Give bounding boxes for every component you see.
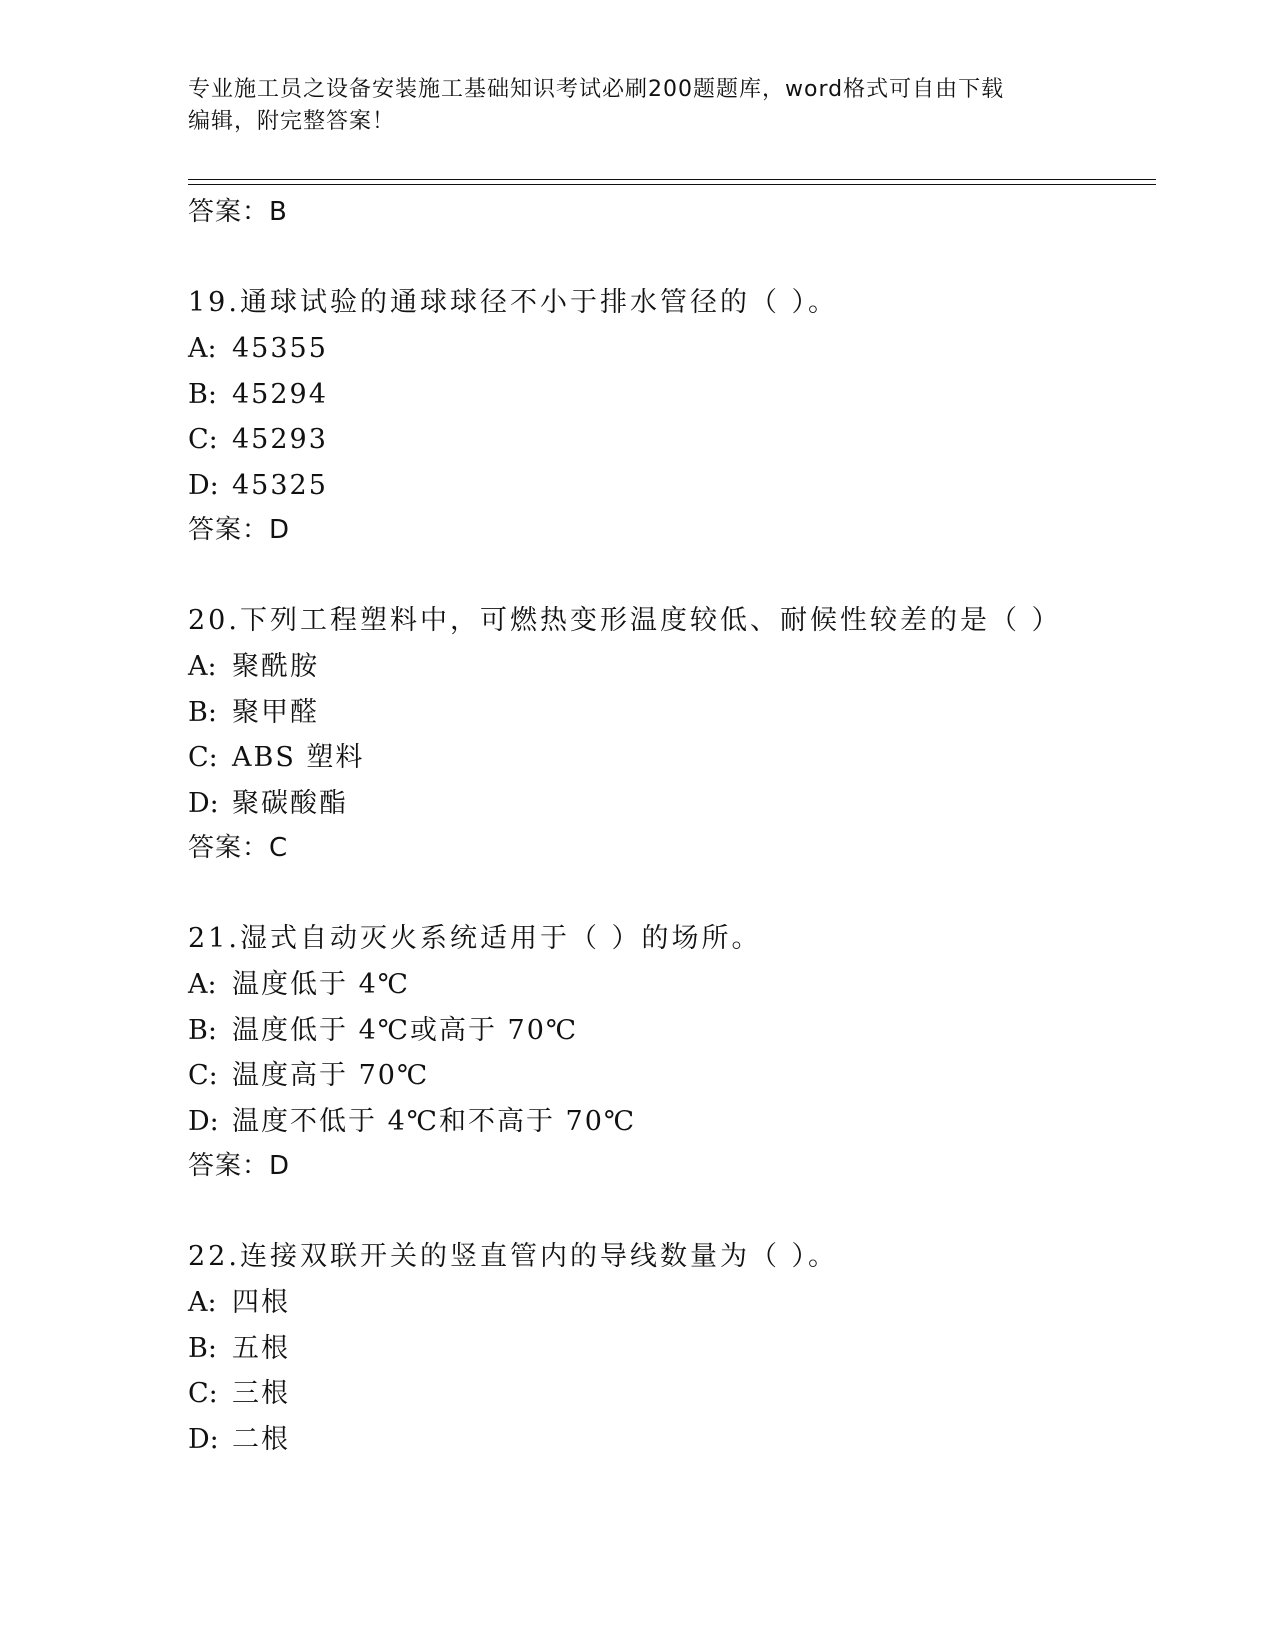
answer-line: 答案：C (188, 833, 289, 863)
header-divider-bottom (188, 184, 1156, 185)
option-letter: A: (188, 969, 217, 1000)
option-c (188, 1053, 1156, 1099)
option-c (188, 735, 1156, 781)
option-text: 45325 (232, 469, 328, 501)
option-text: 温度低于 4℃或高于 70℃ (232, 1014, 579, 1046)
answer-line: 答案：D (188, 1151, 291, 1181)
option-letter: D: (188, 787, 219, 819)
option-text: 45355 (232, 333, 328, 364)
option-d (188, 1417, 1156, 1463)
option-letter: C: (188, 742, 218, 773)
document-header (188, 74, 1088, 138)
option-b (188, 1008, 1156, 1054)
option-a (188, 1280, 1156, 1326)
option-text: 四根 (232, 1287, 290, 1318)
question-stem: 21.湿式自动灭火系统适用于（ ）的场所。 (188, 923, 762, 954)
option-c (188, 417, 1156, 463)
option-text: 五根 (232, 1332, 290, 1364)
option-text: 温度不低于 4℃和不高于 70℃ (232, 1105, 637, 1137)
option-b (188, 1326, 1156, 1372)
question-stem: 22.连接双联开关的竖直管内的导线数量为（ ）。 (188, 1241, 839, 1272)
option-letter: C: (188, 424, 218, 455)
option-letter: B: (188, 378, 217, 410)
option-letter: C: (188, 1060, 218, 1091)
option-a (188, 962, 1156, 1008)
option-text: 45294 (232, 378, 328, 410)
option-text: 温度低于 4℃ (232, 969, 410, 1000)
option-letter: A: (188, 651, 217, 682)
option-letter: D: (188, 469, 219, 501)
header-divider-top (188, 179, 1156, 180)
option-text: 二根 (232, 1423, 290, 1455)
option-text: 聚酰胺 (232, 651, 319, 682)
option-letter: D: (188, 1105, 219, 1137)
question-stem: 20.下列工程塑料中，可燃热变形温度较低、耐候性较差的是（ ） (188, 605, 1062, 636)
option-c (188, 1371, 1156, 1417)
option-b (188, 690, 1156, 736)
option-d (188, 781, 1156, 827)
answer-line: 答案：B (188, 197, 288, 227)
option-b (188, 372, 1156, 418)
option-text: ABS 塑料 (232, 742, 365, 773)
option-a (188, 326, 1156, 372)
question-stem: 19.通球试验的通球球径不小于排水管径的（ ）。 (188, 287, 839, 318)
option-letter: B: (188, 1332, 217, 1364)
option-d (188, 1099, 1156, 1145)
option-text: 聚甲醛 (232, 696, 319, 728)
option-d (188, 463, 1156, 509)
option-text: 聚碳酸酯 (232, 787, 348, 819)
answer-line: 答案：D (188, 515, 291, 545)
option-text: 三根 (232, 1378, 290, 1409)
question-list (188, 190, 1156, 1462)
option-letter: B: (188, 696, 217, 728)
option-text: 温度高于 70℃ (232, 1060, 430, 1091)
option-letter: A: (188, 333, 217, 364)
option-a (188, 644, 1156, 690)
header-line-1: 专业施工员之设备安装施工基础知识考试必刷200题题库，word格式可自由下载 (188, 77, 1005, 102)
option-letter: D: (188, 1423, 219, 1455)
option-letter: A: (188, 1287, 217, 1318)
option-letter: B: (188, 1014, 217, 1046)
header-line-2: 编辑，附完整答案！ (188, 109, 396, 134)
option-text: 45293 (232, 424, 328, 455)
option-letter: C: (188, 1378, 218, 1409)
